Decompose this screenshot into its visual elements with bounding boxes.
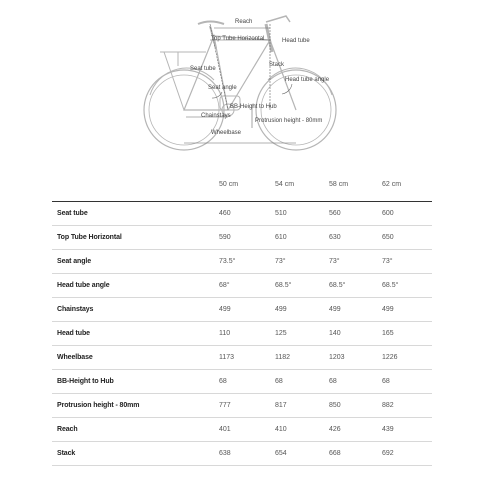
table-cell: 401 <box>219 426 231 433</box>
column-header-58: 58 cm <box>329 181 349 188</box>
column-header-54: 54 cm <box>275 181 295 188</box>
row-label: Seat tube <box>57 210 88 217</box>
table-cell: 590 <box>219 234 231 241</box>
table-row <box>52 250 432 274</box>
table-cell: 68 <box>329 378 337 385</box>
table-cell: 499 <box>329 306 341 313</box>
table-row <box>52 394 432 418</box>
table-cell: 68 <box>219 378 227 385</box>
table-cell: 68 <box>382 378 390 385</box>
label-seat-angle: Seat angle <box>208 85 237 91</box>
table-cell: 125 <box>275 330 287 337</box>
table-cell: 439 <box>382 426 394 433</box>
row-label: Stack <box>57 450 76 457</box>
label-top-tube-horizontal: Top Tube Horizontal <box>211 36 265 42</box>
bike-geometry-diagram <box>0 0 500 175</box>
table-cell: 600 <box>382 210 394 217</box>
row-label: Top Tube Horizontal <box>57 234 122 241</box>
column-header-62: 62 cm <box>382 181 402 188</box>
table-cell: 73° <box>275 258 286 265</box>
table-cell: 1173 <box>219 354 235 361</box>
table-row <box>52 418 432 442</box>
table-cell: 1226 <box>382 354 398 361</box>
table-cell: 410 <box>275 426 287 433</box>
saddle <box>198 22 224 25</box>
table-cell: 850 <box>329 402 341 409</box>
column-header-50: 50 cm <box>219 181 239 188</box>
table-cell: 68 <box>275 378 283 385</box>
label-reach: Reach <box>235 19 253 25</box>
table-cell: 630 <box>329 234 341 241</box>
table-cell: 692 <box>382 450 394 457</box>
table-cell: 817 <box>275 402 287 409</box>
table-cell: 499 <box>219 306 231 313</box>
table-cell: 165 <box>382 330 394 337</box>
table-row <box>52 322 432 346</box>
row-label: Head tube angle <box>57 282 110 289</box>
rear-rack <box>160 52 206 110</box>
table-cell: 638 <box>219 450 231 457</box>
table-cell: 460 <box>219 210 231 217</box>
table-cell: 499 <box>382 306 394 313</box>
table-cell: 140 <box>329 330 341 337</box>
table-cell: 73° <box>382 258 393 265</box>
table-cell: 1182 <box>275 354 291 361</box>
handlebar <box>266 16 290 22</box>
label-wheelbase: Wheelbase <box>211 130 242 136</box>
table-cell: 499 <box>275 306 287 313</box>
label-head-tube-angle: Head tube angle <box>285 77 330 83</box>
table-cell: 610 <box>275 234 287 241</box>
row-label: Head tube <box>57 330 90 337</box>
table-cell: 110 <box>219 330 231 337</box>
table-cell: 73° <box>329 258 340 265</box>
label-head-tube: Head tube <box>282 38 310 44</box>
table-cell: 68.5° <box>329 282 346 289</box>
table-cell: 68.5° <box>275 282 292 289</box>
label-stack: Stack <box>269 62 285 68</box>
table-cell: 650 <box>382 234 394 241</box>
table-cell: 882 <box>382 402 394 409</box>
table-row <box>52 370 432 394</box>
table-cell: 654 <box>275 450 287 457</box>
table-row <box>52 274 432 298</box>
table-cell: 510 <box>275 210 287 217</box>
table-row <box>52 202 432 226</box>
table-cell: 426 <box>329 426 341 433</box>
row-label: Wheelbase <box>57 354 93 361</box>
table-cell: 68.5° <box>382 282 399 289</box>
table-cell: 777 <box>219 402 231 409</box>
table-cell: 668 <box>329 450 341 457</box>
table-row <box>52 442 432 466</box>
table-cell: 1203 <box>329 354 345 361</box>
table-row <box>52 346 432 370</box>
label-chainstays: Chainstays <box>201 113 231 119</box>
table-cell: 560 <box>329 210 341 217</box>
row-label: Reach <box>57 426 78 433</box>
row-label: BB-Height to Hub <box>57 378 114 385</box>
label-bb-height-to-hub: BB-Height to Hub <box>230 104 277 110</box>
table-row <box>52 226 432 250</box>
label-protrusion-height: Protrusion height - 80mm <box>255 118 323 124</box>
bike-drawing <box>0 0 500 175</box>
table-cell: 68° <box>219 282 230 289</box>
row-label: Protrusion height - 80mm <box>57 402 140 409</box>
row-label: Chainstays <box>57 306 94 313</box>
row-label: Seat angle <box>57 258 92 265</box>
label-seat-tube: Seat tube <box>190 66 216 72</box>
table-cell: 73.5° <box>219 258 236 265</box>
table-row <box>52 298 432 322</box>
